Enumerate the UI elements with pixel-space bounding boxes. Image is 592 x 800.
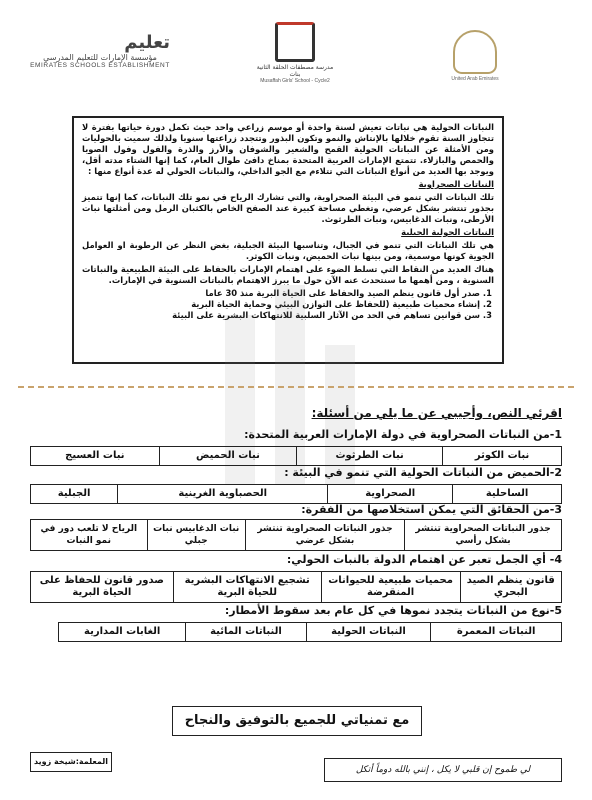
passage-para-uae: هناك العديد من النقاط التي تسلط الضوء على اهتمام الإمارات بالحفاظ على البيئة الطبيعية والنباتات السنوية ، ومن أهمها ما سنتحدث عنه الآن حول ما يبرز الاهتمام بالنباتات السنوية في الإمارات.: [82, 264, 494, 285]
passage-intro: النباتات الحولية هي نباتات تعيش لسنة واحدة أو موسم زراعي واحد حيث تكمل دورة حياتها بفترة لا تتجاوز السنة تقوم خلالها بالإنتاش والنمو وتكون البذور وتتجدد زراعتها سنويا ولذلك سميت بالحوليات ومن الأمثلة عن النباتات الحولية القمح والشعير والشوفان والأرز والذرة والفول وفول الصويا والحمص والبازلاء. تتمتع الإمارات العربية المتحدة بمناخ دافئ طوال العام، كما إنها الشتاء مدته أقل، ويوجد بها العديد من أنواع النباتات التي تتلاءم مع الجو الداخلي، والنباتات الحولي له عدة أنواع منها :: [82, 122, 494, 176]
falcon-emblem-icon: [453, 30, 497, 74]
option[interactable]: الغابات المدارية: [59, 623, 186, 642]
section-divider: [18, 386, 574, 388]
question-4-options: [30, 571, 562, 603]
question-4: 4- أي الجمل تعبر عن اهتمام الدولة بالنبات الحولي:: [286, 553, 562, 566]
passage-heading-desert: النباتات الصحراوية: [418, 179, 494, 189]
ese-logo: [20, 32, 180, 69]
option[interactable]: النباتات المائية: [186, 623, 306, 642]
passage-point: 3. سن قوانين تساهم في الحد من الآثار السلبية للانتهاكات البشرية على البيئة: [82, 310, 480, 321]
option[interactable]: النباتات الحولية: [306, 623, 431, 642]
passage-heading-mountain: النباتات الحولية الجبلية: [401, 227, 494, 237]
passage-point: 2. إنشاء محميات طبيعية (للحفاظ على التوازن البيئي وحماية الحياة البرية: [82, 299, 480, 310]
option[interactable]: الساحلية: [453, 485, 562, 504]
option[interactable]: نبات الدغابيس نبات جبلي: [147, 520, 245, 551]
option[interactable]: محميات طبيعية للحيوانات المنقرضة: [321, 572, 460, 603]
option[interactable]: جذور النباتات الصحراوية تنتشر بشكل رأسي: [405, 520, 562, 551]
option[interactable]: صدور قانون للحفاظ على الحياة البرية: [31, 572, 174, 603]
option[interactable]: الصحراوية: [328, 485, 453, 504]
passage-para-desert: تلك النباتات التي تنمو في البيئة الصحراوية، والتي تشارك الرياح في نمو تلك النباتات، كما إنها تتميز بجذور تنتشر بشكل عرضي، وتغطي مساحة كبيرة عند الصفح الخاص بالكثبان الرمل ومن أمثلتها نبات الأرطى، ونبات الدغابيس، ونبات الطرثوث.: [82, 192, 494, 224]
school-caption-ar: مدرسة مصطفات الحلقة الثانية بنات: [256, 64, 334, 78]
closing-wish: مع تمنياتي للجميع بالتوفيق والنجاح: [172, 706, 422, 736]
question-3-options: [30, 519, 562, 551]
uae-emblem-logo: [440, 30, 510, 82]
option[interactable]: نبات الحميض: [159, 447, 296, 466]
option[interactable]: جذور النباتات الصحراوية تنتشر بشكل عرضي: [245, 520, 404, 551]
passage-point: 1. صدر أول قانون ينظم الصيد والحفاظ على الحياة البرية منذ 30 عاما: [82, 288, 480, 299]
option[interactable]: قانون ينظم الصيد البحري: [460, 572, 561, 603]
question-1: 1-من النباتات الصحراوية في دولة الإمارات العربية المتحدة:: [244, 428, 562, 441]
ese-name-en: EMIRATES SCHOOLS ESTABLISHMENT: [30, 62, 170, 69]
uae-caption: United Arab Emirates: [451, 76, 499, 82]
option[interactable]: نبات الكوثر: [443, 447, 562, 466]
question-1-options: [30, 446, 562, 466]
option[interactable]: نبات الطرثوث: [297, 447, 443, 466]
motto-box: لي طموح إن قلبي لا يكل ، إنني بالله دوماً أتكل: [324, 758, 562, 782]
instructions: اقرئي النص، وأجيبي عن ما يلي من أسئلة:: [311, 406, 562, 420]
school-logo: [255, 22, 335, 84]
question-3: 3-من الحقائق التي يمكن استخلاصها من الفقرة:: [301, 503, 562, 516]
question-2: 2-الحميض من النباتات الحولية التي تنمو في البيئة :: [284, 466, 562, 479]
option[interactable]: الرياح لا تلعب دور في نمو النبات: [31, 520, 148, 551]
school-caption-en: Musaffah Girls' School - Cycle2: [260, 78, 330, 84]
ese-name-ar: مؤسسة الإمارات للتعليم المدرسي: [43, 53, 157, 62]
teacher-name: المعلمة:شيخة زويد: [30, 752, 112, 772]
question-5-options: [58, 622, 562, 642]
question-5: 5-نوع من النباتات يتجدد نموها في كل عام بعد سقوط الأمطار:: [224, 604, 562, 617]
book-icon: [275, 22, 315, 62]
ese-title-ar: تعليم: [124, 32, 170, 53]
option[interactable]: تشجيع الانتهاكات البشرية للحياة البرية: [173, 572, 321, 603]
question-2-options: [30, 484, 562, 504]
option[interactable]: نبات العسيج: [31, 447, 160, 466]
passage-para-mountain: هي تلك النباتات التي تنمو في الجبال، وتناسبها البيئة الجبلية، بغض النظر عن الرطوبة او العوامل الجوية كونها موسمية، ومن بينها نبات الحميض، ونبات الكوثر.: [82, 240, 494, 261]
option[interactable]: الحصباوية الغرينية: [118, 485, 328, 504]
option[interactable]: النباتات المعمرة: [431, 623, 562, 642]
option[interactable]: الجبلية: [31, 485, 118, 504]
